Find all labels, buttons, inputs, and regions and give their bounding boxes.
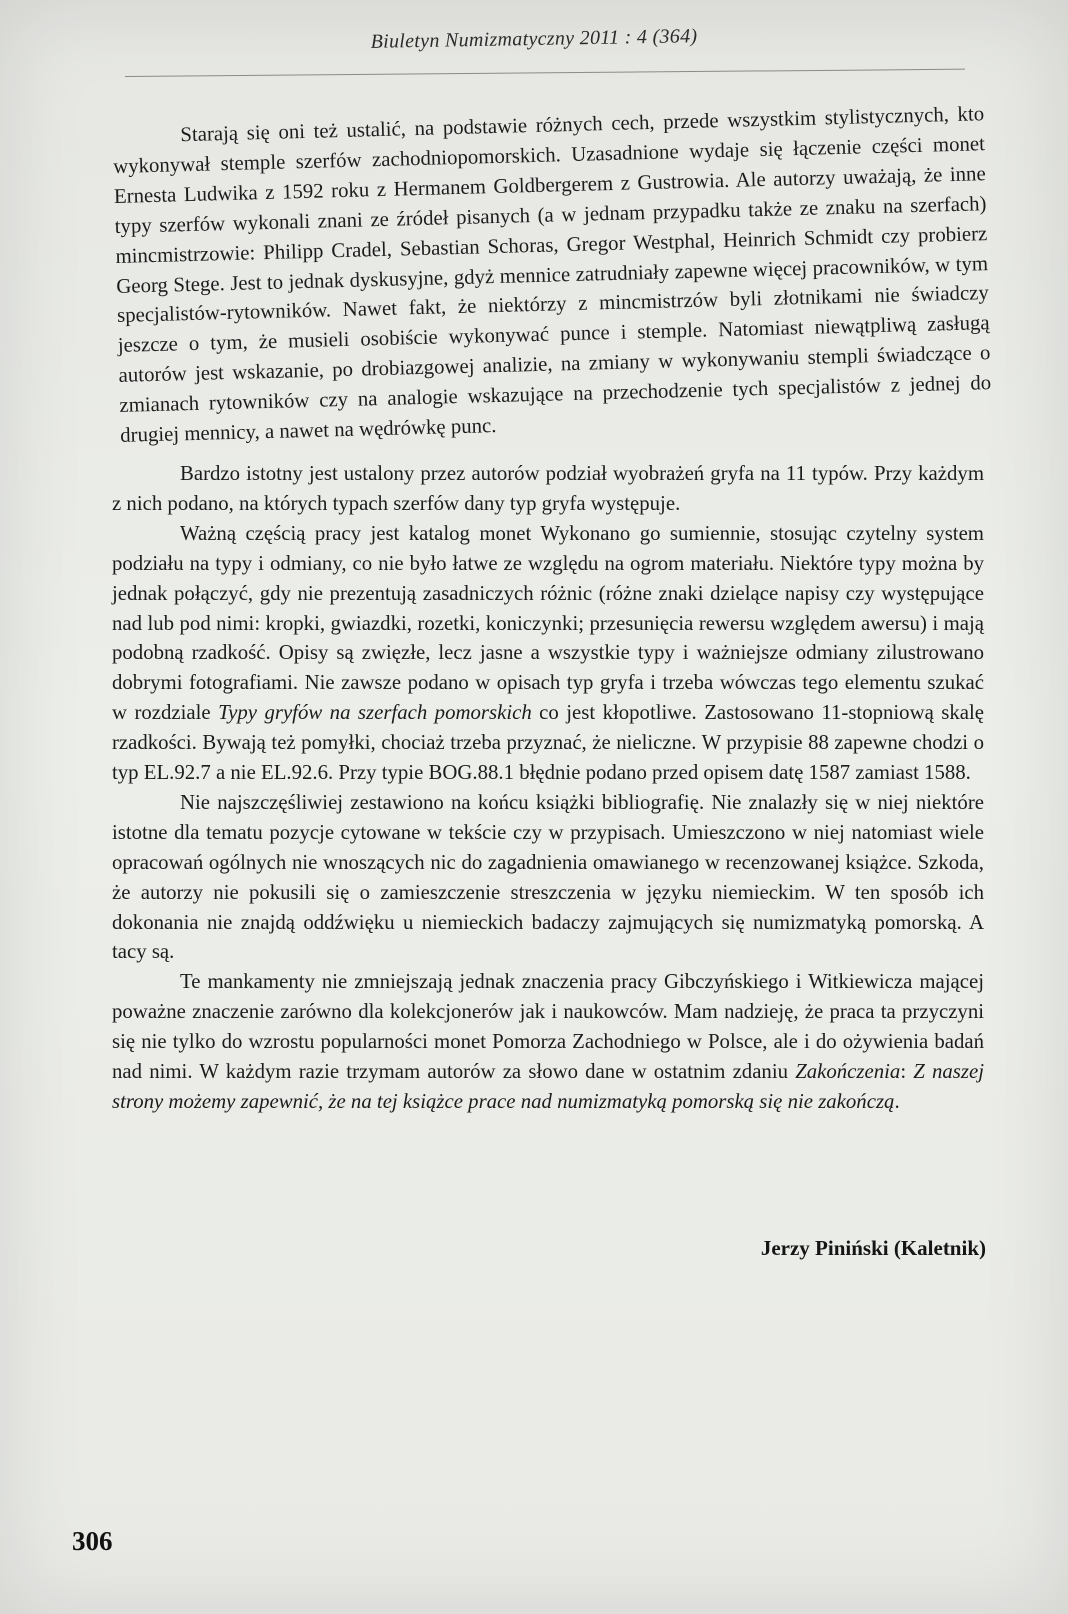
paragraph-2: Bardzo istotny jest ustalony przez autorów podział wyobrażeń gryfa na 11 typów. Przy każdym z nich podano, na których typach szerfów dany typ gryfa występuje. (112, 461, 984, 515)
paragraph-5-end: . (894, 1090, 900, 1113)
paragraph-4: Nie najszczęśliwiej zestawiono na końcu książki bibliografię. Nie znalazły się w niej niektóre istotne dla tematu pozycje cytowane w tekście czy w przypisach. Umieszczono w niej natomiast wiele opracowań ogólnych nie wnoszących nic do zagadnienia omawianego w recenzowanej książce. Szkoda, że autorzy nie pokusili się o zamieszczenie streszczenia w języku niemieckim. W ten sposób ich dokonania nie znajdą oddźwięku u niemieckich badaczy zajmujących się numizmatyką pomorską. A tacy są. (112, 790, 984, 964)
paragraph-5-colon: : (900, 1060, 914, 1084)
italic-chapter-title: Typy gryfów na szerfach pomorskich (218, 701, 532, 725)
paragraph-3 (112, 519, 984, 788)
paragraph-1: Starają się oni też ustalić, na podstawie różnych cech, przede wszystkim stylistycznych, kto wykonywał stemple szerfów zachodniopomorskich. Uzasadnione wydaje się łączenie części monet Ernesta Ludwika z 1592 roku z Hermanem Goldbergerem z Gustrowia. Ale autorzy uważają, że inne typy szerfów wykonali znani ze źródeł pisanych (a w jednam przypadku także ze znaku na szerfach) mincmistrzowie: Philipp Cradel, Sebastian Schoras, Gregor Westphal, Heinrich Schmidt czy probierz Georg Stege. Jest to jednak dyskusyjne, gdyż mennice zatrudniały zapewne więcej pracowników, w tym specjalistów-rytowników. Nawet fakt, że niektórzy z mincmistrzów byli złotnikami nie świadczy jeszcze o tym, że musieli osobiście wykonywać punce i stemple. Natomiast niewątpliwą zasługą autorów jest wskazanie, po drobiazgowej analizie, na zmiany w wykonywaniu stempli świadczące o zmianach rytowników czy na analogie wskazujące na przechodzenie tych specjalistów z jednej do drugiej mennicy, a nawet na wędrówkę punc. (112, 102, 992, 447)
header-rule (125, 69, 965, 77)
paragraph-5-text: Te mankamenty nie zmniejszają jednak znaczenia pracy Gibczyńskiego i Witkiewicza mającej poważne znaczenie zarówno dla kolekcjonerów jak i naukowców. Mam nadzieję, że praca ta przyczyni się nie tylko do wzrostu popularności monet Pomorza Zachodniego w Polsce, ale i do ożywienia badań nad nimi. W każdym razie trzymam autorów za słowo dane w ostatnim zdaniu (112, 970, 984, 1084)
page-number: 306 (72, 1526, 113, 1556)
running-header: Biuletyn Numizmatyczny 2011 : 4 (364) (370, 25, 698, 53)
review-body (112, 102, 992, 1117)
italic-quote: Z naszej strony możemy zapewnić, że na tej książce prace nad numizmatyką pomorską się nie zakończą (112, 1060, 984, 1113)
paragraph-3-text: Ważną częścią pracy jest katalog monet Wykonano go sumiennie, stosując czytelny system podziału na typy i odmiany, co nie było łatwe ze względu na ogrom materiału. Niektóre typy można by jednak połączyć, gdy nie prezentują zasadniczych różnic (różne znaki dzielące napisy czy występujące nad lub pod nimi: kropki, gwiazdki, rozetki, koniczynki; przesunięcia rewersu względem awersu) i mają podobną rzadkość. Opisy są zwięzłe, lecz jasne a wszystkie typy i ważniejsze odmiany zilustrowano dobrymi fotografiami. Nie zawsze podano w opisach typ gryfa i trzeba wówczas tego elementu szukać w rozdziale (112, 521, 984, 725)
paragraph-5 (112, 967, 984, 1117)
paragraph-3-tail: co jest kłopotliwe. Zastosowano 11-stopniową skalę rzadkości. Bywają też pomyłki, chociaż trzeba przyznać, że nieliczne. W przypisie 88 zapewne chodzi o typ EL.92.7 a nie EL.92.6. Przy typie BOG.88.1 błędnie podano przed opisem datę 1587 zamiast 1588. (112, 701, 985, 785)
italic-section-name: Zakończenia (795, 1060, 901, 1084)
author-signature: Jerzy Piniński (Kaletnik) (760, 1236, 986, 1260)
